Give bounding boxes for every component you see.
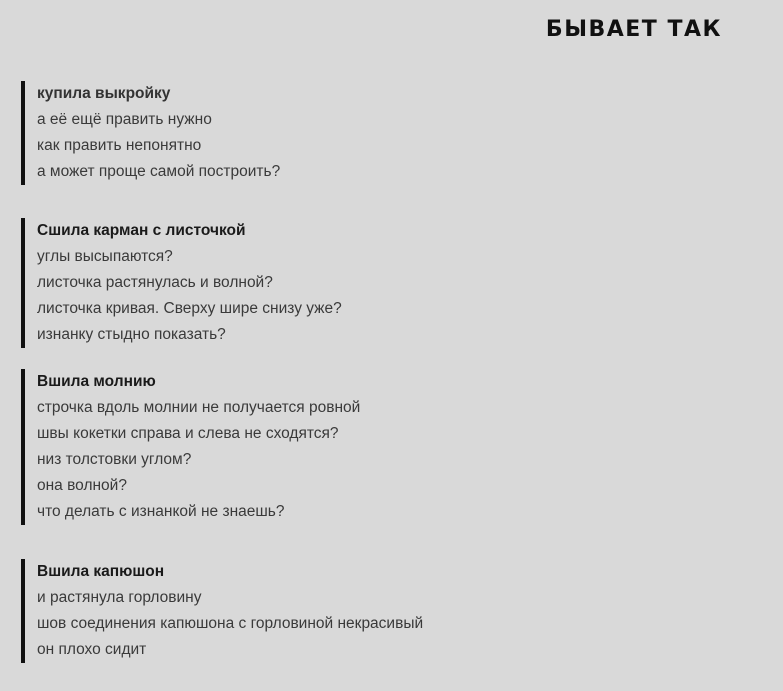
block-line: шов соединения капюшона с горловиной некрасивый (37, 615, 424, 632)
block-heading: Сшила карман с листочкой (37, 222, 246, 239)
block-line: а может проще самой построить? (37, 163, 281, 180)
block-line: что делать с изнанкой не знаешь? (37, 503, 285, 520)
block-heading: Вшила капюшон (37, 563, 165, 580)
block-line: листочка кривая. Сверху шире снизу уже? (37, 300, 342, 317)
block-line: листочка растянулась и волной? (37, 274, 273, 291)
block-line: она волной? (37, 477, 127, 494)
block-line: строчка вдоль молнии не получается ровной (37, 399, 361, 416)
block-line: а её ещё править нужно (37, 111, 212, 128)
block-heading: купила выкройку (37, 85, 171, 102)
block-line: углы высыпаются? (37, 248, 173, 265)
block-line: низ толстовки углом? (37, 451, 192, 468)
block-heading: Вшила молнию (37, 373, 156, 390)
block-line: он плохо сидит (37, 641, 147, 658)
block-line: изнанку стыдно показать? (37, 326, 226, 343)
page-title: БЫВАЕТ ТАК (545, 17, 722, 42)
problem-block-zipper (21, 369, 360, 525)
problem-block-hood (21, 559, 423, 663)
block-line: швы кокетки справа и слева не сходятся? (37, 425, 339, 442)
problem-block-pattern (21, 81, 280, 185)
block-line: и растянула горловину (37, 589, 202, 606)
block-line: как править непонятно (37, 137, 202, 154)
problem-block-pocket (21, 218, 342, 348)
